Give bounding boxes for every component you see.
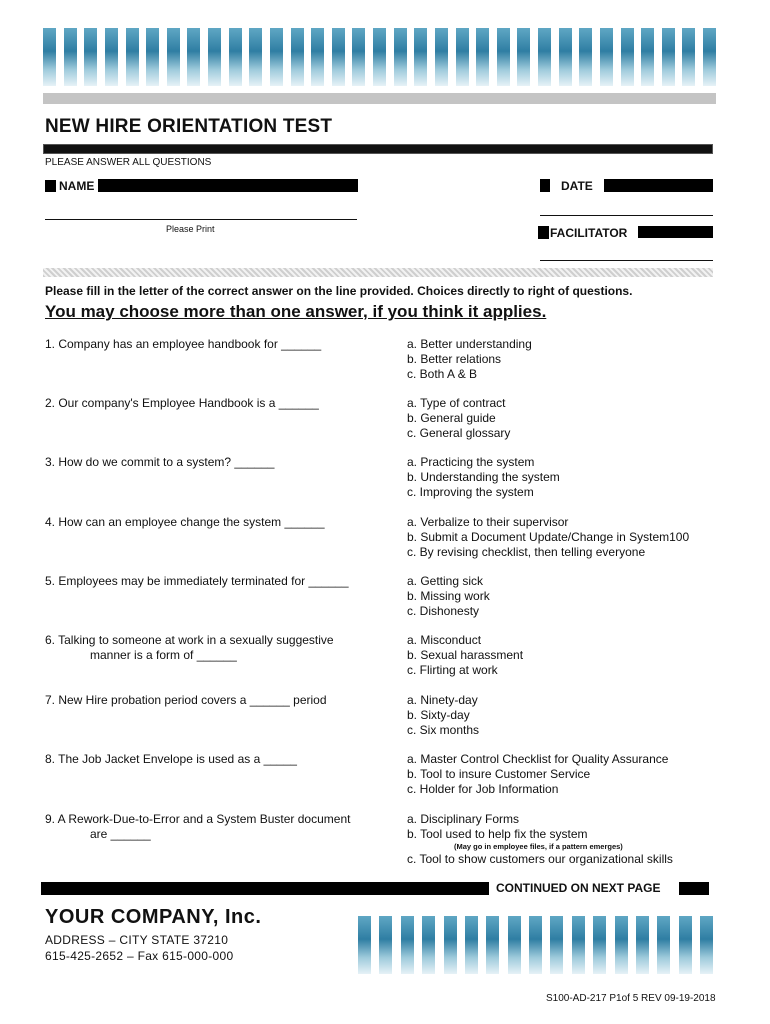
- option: c. Tool to show customers our organizational skills: [407, 852, 673, 866]
- option: a. Verbalize to their supervisor: [407, 515, 569, 529]
- date-marker: [540, 179, 550, 192]
- name-field[interactable]: [98, 179, 358, 192]
- question-2: 2. Our company's Employee Handbook is a ______: [45, 396, 319, 410]
- question-4: 4. How can an employee change the system ______: [45, 515, 325, 529]
- option: c. By revising checklist, then telling everyone: [407, 545, 646, 559]
- option: a. Better understanding: [407, 337, 532, 351]
- date-line[interactable]: [540, 215, 713, 216]
- question-6-line2: manner is a form of ______: [90, 648, 237, 662]
- option: c. Both A & B: [407, 367, 478, 381]
- continued-bar-left: [41, 882, 489, 895]
- question-9-line2: are ______: [90, 827, 151, 841]
- facilitator-line[interactable]: [540, 260, 713, 261]
- option: c. Dishonesty: [407, 604, 480, 618]
- name-marker: [45, 180, 56, 192]
- option: c. Six months: [407, 723, 480, 737]
- question-6: [45, 633, 385, 663]
- option: b. Tool to insure Customer Service: [407, 767, 591, 781]
- header-decorative-stripes: [43, 28, 716, 86]
- question-7-options: [407, 693, 727, 738]
- option: c. Flirting at work: [407, 663, 498, 677]
- instructions-text: Please fill in the letter of the correct answer on the line provided. Choices directly to right of questions.: [45, 284, 633, 298]
- option: c. Holder for Job Information: [407, 782, 559, 796]
- question-3-options: [407, 455, 727, 500]
- name-label: NAME: [59, 179, 95, 193]
- question-6-line1: 6. Talking to someone at work in a sexually suggestive: [45, 633, 334, 647]
- option: a. Ninety-day: [407, 693, 478, 707]
- company-address: ADDRESS – CITY STATE 37210: [45, 933, 229, 947]
- question-9: [45, 812, 385, 842]
- facilitator-field[interactable]: [638, 226, 713, 238]
- option: b. Sixty-day: [407, 708, 470, 722]
- option: c. General glossary: [407, 426, 511, 440]
- option: b. Sexual harassment: [407, 648, 524, 662]
- question-7: 7. New Hire probation period covers a ______ period: [45, 693, 327, 707]
- question-6-options: [407, 633, 727, 678]
- option: a. Getting sick: [407, 574, 484, 588]
- question-5-options: [407, 574, 727, 619]
- continued-bar-right: [679, 882, 709, 895]
- company-phone: 615-425-2652 – Fax 615-000-000: [45, 949, 234, 963]
- page-subtitle: PLEASE ANSWER ALL QUESTIONS: [45, 157, 212, 168]
- option: b. Submit a Document Update/Change in System100: [407, 530, 690, 544]
- option: c. Improving the system: [407, 485, 534, 499]
- name-print-line[interactable]: [45, 219, 357, 220]
- option: a. Practicing the system: [407, 455, 535, 469]
- title-rule: [43, 144, 713, 154]
- option: b. Tool used to help fix the system: [407, 827, 588, 841]
- option: a. Type of contract: [407, 396, 506, 410]
- option: a. Master Control Checklist for Quality Assurance: [407, 752, 669, 766]
- question-9-options: [407, 812, 727, 867]
- footer-decorative-stripes: [358, 916, 713, 974]
- option-note: (May go in employee files, if a pattern emerges): [454, 842, 623, 851]
- question-5: 5. Employees may be immediately terminated for ______: [45, 574, 349, 588]
- page-title: NEW HIRE ORIENTATION TEST: [45, 116, 333, 137]
- option: b. Understanding the system: [407, 470, 560, 484]
- document-code: S100-AD-217 P1of 5 REV 09-19-2018: [546, 993, 716, 1004]
- facilitator-label: FACILITATOR: [550, 226, 628, 240]
- question-8: 8. The Job Jacket Envelope is used as a _____: [45, 752, 297, 766]
- date-label: DATE: [561, 179, 593, 193]
- question-8-options: [407, 752, 727, 797]
- question-2-options: [407, 396, 727, 441]
- continued-text: CONTINUED ON NEXT PAGE: [496, 881, 661, 895]
- company-name: YOUR COMPANY, Inc.: [45, 906, 262, 928]
- option: b. General guide: [407, 411, 496, 425]
- option: b. Better relations: [407, 352, 502, 366]
- facilitator-marker: [538, 226, 549, 239]
- header-grey-bar: [43, 93, 716, 104]
- option: a. Disciplinary Forms: [407, 812, 520, 826]
- question-4-options: [407, 515, 727, 560]
- date-field[interactable]: [604, 179, 713, 192]
- instructions-emphasis: You may choose more than one answer, if you think it applies.: [45, 302, 547, 321]
- please-print-label: Please Print: [166, 224, 215, 234]
- option: b. Missing work: [407, 589, 490, 603]
- option: a. Misconduct: [407, 633, 482, 647]
- hatched-divider: [43, 268, 713, 277]
- question-1: 1. Company has an employee handbook for ______: [45, 337, 322, 351]
- question-1-options: [407, 337, 727, 382]
- question-3: 3. How do we commit to a system? ______: [45, 455, 275, 469]
- question-9-line1: 9. A Rework-Due-to-Error and a System Buster document: [45, 812, 351, 826]
